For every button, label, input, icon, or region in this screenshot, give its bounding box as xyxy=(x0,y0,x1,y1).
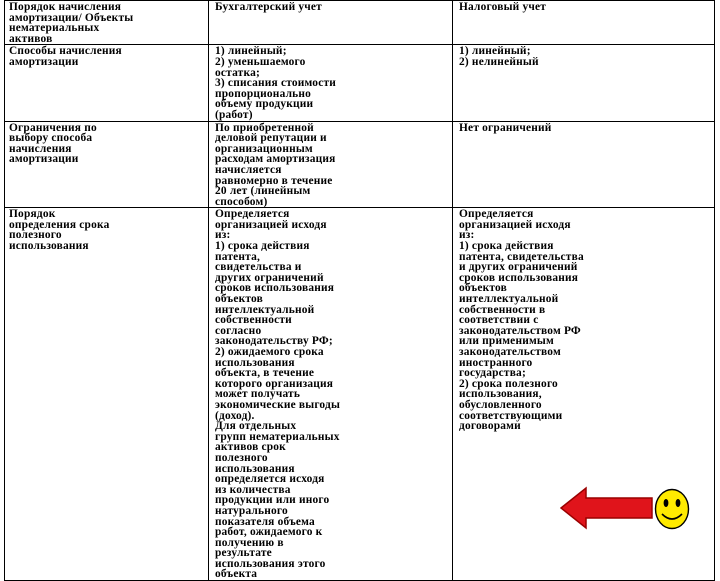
table-row xyxy=(5,121,715,208)
tax-text: Определяется организацией исходя из: 1) срока действия патента, свидетельства и других ограничений сроков использования объектов интеллектуальной собственности в соответствии с законодательством РФ или применимым законодательством иностранного государства; 2) срока полезного использования, обусловленного соответствующими договорами xyxy=(459,208,584,433)
accounting-cell xyxy=(209,45,453,121)
header-accounting-text: Бухгалтерский учет xyxy=(215,1,322,13)
header-cell-tax xyxy=(453,1,715,45)
accounting-cell xyxy=(209,121,453,208)
accounting-text: 1) линейный; 2) уменьшаемого остатка; 3) списания стоимости пропорционально объему продукции (работ) xyxy=(215,45,337,121)
tax-text: Нет ограничений xyxy=(459,121,552,134)
back-arrow-button[interactable] xyxy=(560,486,654,530)
header-tax-text: Налоговый учет xyxy=(459,1,547,13)
smiley-button[interactable] xyxy=(654,488,690,530)
header-cell-criterion xyxy=(5,1,209,45)
criterion-text: Порядок определения срока полезного использования xyxy=(9,208,110,253)
tax-cell xyxy=(453,45,715,121)
table-row xyxy=(5,45,715,121)
criterion-cell xyxy=(5,45,209,121)
criterion-cell xyxy=(5,121,209,208)
criterion-cell xyxy=(5,208,209,581)
criterion-text: Способы начисления амортизации xyxy=(9,45,122,68)
accounting-text: По приобретенной деловой репутации и организационным расходам амортизация начисляется равномерно в течение 20 лет (линейным способом) xyxy=(215,121,336,208)
accounting-text: Определяется организацией исходя из: 1) срока действия патента, свидетельства и других ограничений сроков использования объектов интеллектуальной собственности согласно законодательству РФ; 2) ожидаемого срока использования объекта, в течение которого организация может получать экономические выгоды (доход). Для отдельных групп нематериальных активов срок полезного использования определяется исходя из количества продукции или иного натурального показателя объема работ, ожидаемого к получению в результате использования этого объекта xyxy=(215,208,341,581)
header-criterion-text: Порядок начисления амортизации/ Объекты нематериальных активов xyxy=(9,1,134,45)
smiley-icon xyxy=(654,488,690,530)
header-cell-accounting xyxy=(209,1,453,45)
left-arrow-icon xyxy=(560,486,654,530)
accounting-cell xyxy=(209,208,453,581)
table-header-row xyxy=(5,1,715,45)
tax-cell xyxy=(453,121,715,208)
criterion-text: Ограничения по выбору способа начисления амортизации xyxy=(9,121,97,166)
tax-text: 1) линейный; 2) нелинейный xyxy=(459,45,539,68)
